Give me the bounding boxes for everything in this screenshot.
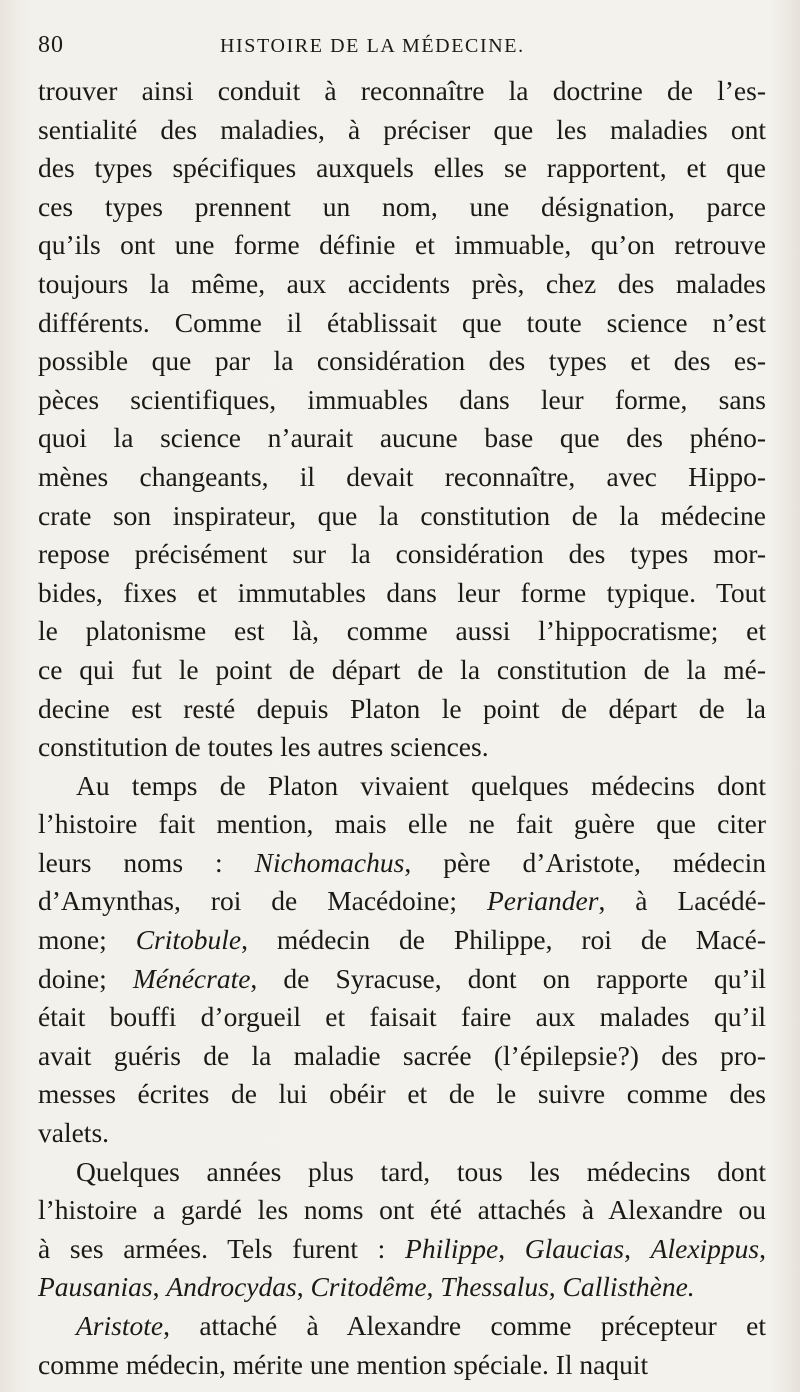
text-run: était bouffi d’orgueil et faisait faire aux malades qu’il bbox=[38, 1001, 766, 1033]
text-line bbox=[38, 1230, 766, 1269]
text-run: bides, fixes et immutables dans leur forme typique. Tout bbox=[38, 576, 766, 608]
text-run: Au temps de Platon vivaient quelques médecins dont bbox=[76, 769, 766, 801]
italic-name: Nichomachus bbox=[254, 846, 405, 878]
text-run: différents. Comme il établissait que toute science n’est bbox=[38, 306, 766, 338]
text-run: crate son inspirateur, que la constitution de la médecine bbox=[38, 499, 766, 531]
text-run: comme médecin, mérite une mention spéciale. Il naquit bbox=[38, 1348, 649, 1380]
text-line bbox=[38, 921, 766, 960]
page-number: 80 bbox=[38, 32, 64, 58]
paragraph bbox=[38, 767, 766, 1153]
text-line bbox=[38, 1153, 766, 1192]
text-run: , attaché à Alexandre comme précepteur et bbox=[163, 1310, 766, 1341]
text-run: qu’ils ont une forme définie et immuable, qu’on retrouve bbox=[38, 229, 766, 261]
italic-name: Aristote bbox=[76, 1310, 164, 1341]
text-line bbox=[38, 960, 766, 999]
text-line bbox=[38, 574, 766, 613]
text-run: , médecin de Philippe, roi de Macé- bbox=[241, 924, 766, 956]
text-run: l’histoire a gardé les noms ont été attachés à Alexandre ou bbox=[38, 1194, 766, 1226]
text-line bbox=[38, 342, 766, 381]
text-run: , bbox=[759, 1232, 766, 1264]
text-run: Quelques années plus tard, tous les médecins dont bbox=[76, 1155, 766, 1187]
text-line bbox=[38, 651, 766, 690]
text-line bbox=[38, 381, 766, 420]
text-run: doine; bbox=[38, 962, 133, 994]
text-run: , père d’Aristote, médecin bbox=[404, 846, 766, 878]
italic-name: Critobule bbox=[135, 924, 242, 956]
text-run: repose précisément sur la considération des types mor- bbox=[38, 538, 766, 570]
text-line bbox=[38, 882, 766, 921]
text-run: , bbox=[296, 1271, 311, 1303]
text-line bbox=[38, 535, 766, 574]
text-run: ces types prennent un nom, une désignation, parce bbox=[38, 190, 766, 222]
text-line bbox=[38, 1075, 766, 1114]
text-line bbox=[38, 998, 766, 1037]
text-run: trouver ainsi conduit à reconnaître la doctrine de l’es- bbox=[38, 75, 766, 106]
text-run: toujours la même, aux accidents près, chez des malades bbox=[38, 267, 766, 299]
text-line bbox=[38, 304, 766, 343]
italic-name: Ménécrate bbox=[132, 962, 251, 994]
text-run: constitution de toutes les autres sciences. bbox=[38, 731, 489, 763]
text-run: quoi la science n’aurait aucune base que des phéno- bbox=[38, 422, 766, 454]
text-line bbox=[38, 767, 766, 806]
text-line bbox=[38, 805, 766, 844]
text-line bbox=[38, 1307, 766, 1346]
text-run: decine est resté depuis Platon le point de départ de la bbox=[38, 692, 766, 724]
text-line bbox=[38, 149, 766, 188]
text-run: avait guéris de la maladie sacrée (l’épilepsie?) des pro- bbox=[38, 1039, 766, 1071]
italic-name: Alexippus bbox=[650, 1232, 760, 1264]
italic-name: Philippe bbox=[405, 1232, 499, 1264]
text-line bbox=[38, 497, 766, 536]
italic-name: Pausanias bbox=[38, 1271, 153, 1303]
text-run: mènes changeants, il devait reconnaître, avec Hippo- bbox=[38, 460, 766, 492]
text-line bbox=[38, 612, 766, 651]
text-line bbox=[38, 419, 766, 458]
text-line bbox=[38, 1114, 766, 1153]
text-run: sentialité des maladies, à préciser que les maladies ont bbox=[38, 113, 766, 145]
text-run: leurs noms : bbox=[38, 846, 255, 878]
text-run: valets. bbox=[38, 1117, 110, 1149]
text-run: mone; bbox=[38, 924, 136, 956]
italic-name: Androcydas bbox=[166, 1271, 297, 1303]
text-run: d’Amynthas, roi de Macédoine; bbox=[38, 885, 487, 917]
text-run: , bbox=[498, 1232, 525, 1264]
text-line bbox=[38, 72, 766, 111]
text-line bbox=[38, 1191, 766, 1230]
italic-name: Critodême, Thessalus, Callisthène. bbox=[310, 1271, 695, 1303]
running-head: HISTOIRE DE LA MÉDECINE. bbox=[220, 35, 525, 57]
text-run: pèces scientifiques, immuables dans leur forme, sans bbox=[38, 383, 766, 415]
text-run: l’histoire fait mention, mais elle ne fait guère que citer bbox=[38, 808, 766, 840]
text-line bbox=[38, 458, 766, 497]
text-run: , de Syracuse, dont on rapporte qu’il bbox=[250, 962, 766, 994]
text-run: , bbox=[152, 1271, 167, 1303]
text-line bbox=[38, 728, 766, 767]
paragraph bbox=[38, 1307, 766, 1384]
text-line bbox=[38, 265, 766, 304]
page-header bbox=[38, 32, 768, 62]
paragraph bbox=[38, 72, 766, 767]
text-line bbox=[38, 690, 766, 729]
body-text bbox=[38, 72, 766, 1384]
text-line bbox=[38, 1268, 766, 1307]
paragraph bbox=[38, 1153, 766, 1307]
text-run: messes écrites de lui obéir et de le suivre comme des bbox=[38, 1078, 766, 1110]
text-line bbox=[38, 188, 766, 227]
text-line bbox=[38, 111, 766, 150]
text-run: , à Lacédé- bbox=[598, 885, 766, 917]
italic-name: Glaucias bbox=[524, 1232, 625, 1264]
text-line bbox=[38, 226, 766, 265]
text-run: le platonisme est là, comme aussi l’hippocratisme; et bbox=[38, 615, 766, 647]
italic-name: Periander bbox=[486, 885, 599, 917]
text-line bbox=[38, 844, 766, 883]
text-run: possible que par la considération des types et des es- bbox=[38, 345, 766, 377]
text-line bbox=[38, 1037, 766, 1076]
text-run: ce qui fut le point de départ de la constitution de la mé- bbox=[38, 653, 766, 685]
text-line bbox=[38, 1346, 766, 1385]
text-run: à ses armées. Tels furent : bbox=[38, 1232, 406, 1264]
text-run: , bbox=[624, 1232, 651, 1264]
text-run: des types spécifiques auxquels elles se rapportent, et que bbox=[38, 152, 766, 184]
